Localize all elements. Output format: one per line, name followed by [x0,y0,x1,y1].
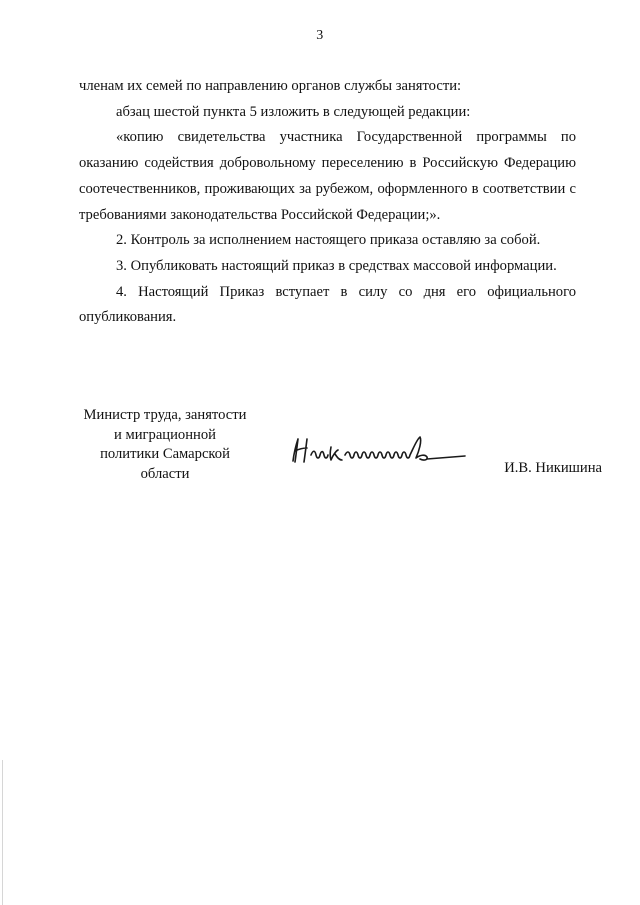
signature-title-line: Министр труда, занятости [83,407,247,423]
page-number: 3 [316,28,324,43]
scan-edge-line [2,760,3,905]
paragraph-item-2: 2. Контроль за исполнением настоящего приказа оставляю за собой. [116,232,541,249]
document-body [79,74,576,331]
signature-title-line: и миграционной [114,426,216,443]
signature-title-line: области [140,465,190,482]
signatory-name: И.В. Никишина [504,460,602,476]
signature-title-block [70,406,260,484]
handwritten-signature [289,433,469,467]
paragraph-continuation: членам их семей по направлению органов службы занятости: [79,78,462,94]
paragraph-amendment-intro: абзац шестой пункта 5 изложить в следующей редакции: [116,103,471,120]
paragraph-amendment-text: «копию свидетельства участника Государственной программы по оказанию содействия добровольному переселению в Российскую Федерацию соотечественников, проживающих за рубежом, оформленного в соответствии с требованиями законодательства Российской Федерации;». [79,129,576,223]
paragraph-item-4: 4. Настоящий Приказ вступает в силу со дня его официального опубликования. [79,283,576,326]
paragraph-item-3: 3. Опубликовать настоящий приказ в средствах массовой информации. [116,257,557,274]
signature-drawing [289,433,469,467]
signature-title-line: политики Самарской [100,446,230,462]
